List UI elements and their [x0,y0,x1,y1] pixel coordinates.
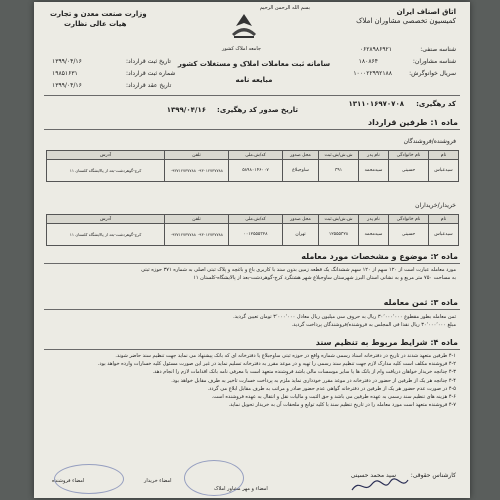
serial-value: ۱۰۰۰۲۲۹۹۲۱۸۸ [353,70,392,77]
sign-date-label: تاریخ عقد قرارداد: [126,82,172,89]
header-ministry: وزارت صنعت معدن و تجارت [50,10,147,18]
divider [44,263,460,264]
col-header: تلفن [165,215,229,224]
agent-id-value: ۱۸۰۸۶۴ [358,58,378,65]
guild-id-value: ۰۶۲۸۹۸۶۹۲۱ [359,46,392,53]
condition-paragraph: ۴-۱ طرفین متعهد شدند در تاریخ در دفترخانه اسناد رسمی شماره واقع در حوزه ثبتی ساوجبلاغ یا دفترخانه ای که بانک پیشنهاد می نماید جهت تنظیم سند حاضر شوند. [115,353,456,359]
col-header: ش.ش/ش.ثبت [319,215,359,224]
col-header: نام پدر [359,215,389,224]
divider [44,129,460,130]
table-cell: کرج-گوهردشت-بعد از پالایشگاه کلستان ۱۱ [47,224,165,246]
col-header: تلفن [165,151,229,160]
col-header: آدرس [47,151,165,160]
header-top-note: بسم الله الرحمن الرحیم [259,5,310,11]
col-header: نام [429,215,459,224]
table-cell: سیدعباس [429,160,459,182]
official-stamp [54,464,124,494]
table-cell: ساوجبلاغ [283,160,319,182]
organization-logo [224,12,264,46]
table-cell: ۰۰۱۲۵۵۵۳۲۸ [229,224,283,246]
agent-name-label: کارشناس حقوقی: [410,472,456,479]
header-guild-name: اتاق اصناف ایران [396,8,456,16]
col-header: ش.ش/ش.ثبت [319,151,359,160]
sign-date-value: ۱۳۹۹/۰۴/۱۶ [52,82,82,89]
official-stamp [184,460,244,496]
condition-paragraph: ۴-۷ فروشنده متعهد است مورد معامله را در تاریخ تنظیم سند با کلیه توابع و ملحقات آن به خریدار تحویل نماید. [228,402,456,409]
contract-document [34,2,470,498]
table-row [47,160,459,182]
table-cell: حسینی [389,224,429,246]
agent-id-label: شناسه مشاوران: [412,58,456,65]
section-price-title: ماده ۳: ثمن معامله [383,298,458,307]
system-title: سامانه ثبت معاملات املاک و مستغلات کشور [177,60,331,68]
tracking-issue-label: تاریخ صدور کد رهگیری: [217,106,298,114]
col-header: کد/ش.ملی [229,215,283,224]
condition-paragraph: ۴-۵ در صورت عدم حضور هر یک از طرفین در دفترخانه گواهی عدم حضور صادر و مراتب به طرف مقابل ابلاغ می گردد. [207,385,456,392]
header-commission-name: کمیسیون تخصصی مشاوران املاک [356,17,456,25]
serial-label: سریال خوانوگرش: [409,70,456,77]
guild-id-label: شناسه صنفی: [420,46,456,53]
table-cell: ۳۹۱ [319,160,359,182]
table-cell: حسینی [389,160,429,182]
price-line: مبلغ ۳۰٬۰۰۰٬۰۰۰ ریال نقدا فی المجلس به فروشنده/فروشندگان پرداخت گردید. [291,322,456,329]
col-header: نام پدر [359,151,389,160]
table-row [47,224,459,246]
subject-description [48,266,456,282]
divider [44,95,460,96]
witness-signature-label: امضاء و مهر مشاور املاک [214,486,268,492]
col-header: آدرس [47,215,165,224]
table-cell: ۱۲۵۵۵۳۲۸ [319,224,359,246]
col-header: محل صدور [283,151,319,160]
col-header: نام [429,151,459,160]
document-title: مبایعه نامه [235,76,273,84]
contract-date-label: تاریخ ثبت قرارداد: [126,58,171,65]
divider [44,309,460,310]
sellers-table [46,150,459,182]
tracking-issue-value: ۱۳۹۹/۰۴/۱۶ [166,106,206,114]
table-cell: سیدمحمد [359,224,389,246]
table-cell: ۰۹۳۰۱۲۷۳۷۷۸۸ ۰۹۳۷۱۲۷۳۷۷۸۸ [165,224,229,246]
section-deed-title: ماده ۴: شرایط مربوط به تنظیم سند [315,338,458,347]
condition-paragraph: ۴-۴ چنانچه هر یک از طرفین از حضور در دفترخانه در موعد مقرر خودداری نماید ملزم به پرداخت خسارت تاخیر به طرف مقابل خواهد بود. [171,377,456,384]
contract-date-value: ۱۳۹۹/۰۴/۱۶ [52,58,82,65]
section-subject-title: ماده ۲: موضوع و مشخصات مورد معامله [301,252,458,261]
deed-conditions [48,352,456,409]
buyers-label: خریدار/خریداران [415,202,456,209]
col-header: نام خانوادگی [389,151,429,160]
sellers-label: فروشنده/فروشندگان [403,138,456,145]
subject-line: به مساحت ۷۵۰ متر مربع و به نشانی استان البرز شهرستان ساوجبلاغ شهر هشتگرد کرج-گوهردشت-بعد از پالایشگاه-کلستان ۱۱ [193,275,456,282]
table-header-row [47,215,459,224]
agent-name-value: سید محمد حسینی [350,472,396,479]
col-header: محل صدور [283,215,319,224]
contract-number-value: ۱۹۸۵۱۶۳۱ [52,70,78,77]
divider [44,349,460,350]
subject-line: مورد معامله عبارت است از ۱۲۰ سهم از ۱۲۰ سهم ششدانگ یک قطعه زمین بدون سند با کاربری باغ و باغچه و پلاک ثبتی اصلی به شماره ۳۷۱ حوزه ثبتی [141,267,456,273]
logo-caption: جامعه املاک کشور [222,46,261,52]
price-description [48,313,456,329]
handwritten-signature [350,476,410,496]
condition-paragraph: ۴-۳ چنانچه خریدار خواهان دریافت وام از بانک ها یا سایر موسسات مالی باشد فروشنده متعهد است با معرفی نامه بانک اقدامات لازم را انجام دهد. [152,369,456,376]
table-cell: سیدعباس [429,224,459,246]
table-cell: کرج-گوهردشت-بعد از پالایشگاه کلستان ۱۱ [47,160,165,182]
seller-signature-label: امضاء فروشنده [52,478,85,484]
price-line: ثمن معامله بطور مقطوع ۳۰٬۰۰۰٬۰۰۰ ریال به حروف سی میلیون ریال معادل ۳٬۰۰۰٬۰۰۰ تومان تعیین گردید. [233,314,456,320]
buyer-signature-label: امضاء خریدار [144,478,172,484]
tracking-code-label: کد رهگیری: [416,100,456,108]
table-header-row [47,151,459,160]
tracking-code-value: ۱۳۱۱۰۱۶۹۷۰۷۰۸ [348,100,404,108]
col-header: کد/ش.ملی [229,151,283,160]
table-cell: سیدمحمد [359,160,389,182]
condition-paragraph: ۴-۲ فروشنده مکلف است کلیه مدارک لازم جهت تنظیم سند رسمی را تهیه و در موعد مقرر به دفترخانه تسلیم نماید در غیر این صورت مسئول کلیه خسارات وارده خواهد بود. [97,361,456,368]
table-cell: ۵۸۹۸۰۱۴۶۰۰۷ [229,160,283,182]
condition-paragraph: ۴-۶ هزینه های تنظیم سند رسمی به عهده طرفین می باشد و حق الثبت و مالیات نقل و انتقال به عهده فروشنده است. [211,394,456,401]
table-cell: ۰۹۳۰۱۲۷۳۷۷۸۸ ۰۹۳۷۱۲۷۳۷۷۸۸ [165,160,229,182]
buyers-table [46,214,459,246]
table-cell: تهران [283,224,319,246]
contract-number-label: شماره ثبت قرارداد: [126,70,176,77]
col-header: نام خانوادگی [389,215,429,224]
section-parties-title: ماده ۱: طرفین قرارداد [368,118,458,127]
header-supervision: هیات عالی نظارت [64,20,127,28]
